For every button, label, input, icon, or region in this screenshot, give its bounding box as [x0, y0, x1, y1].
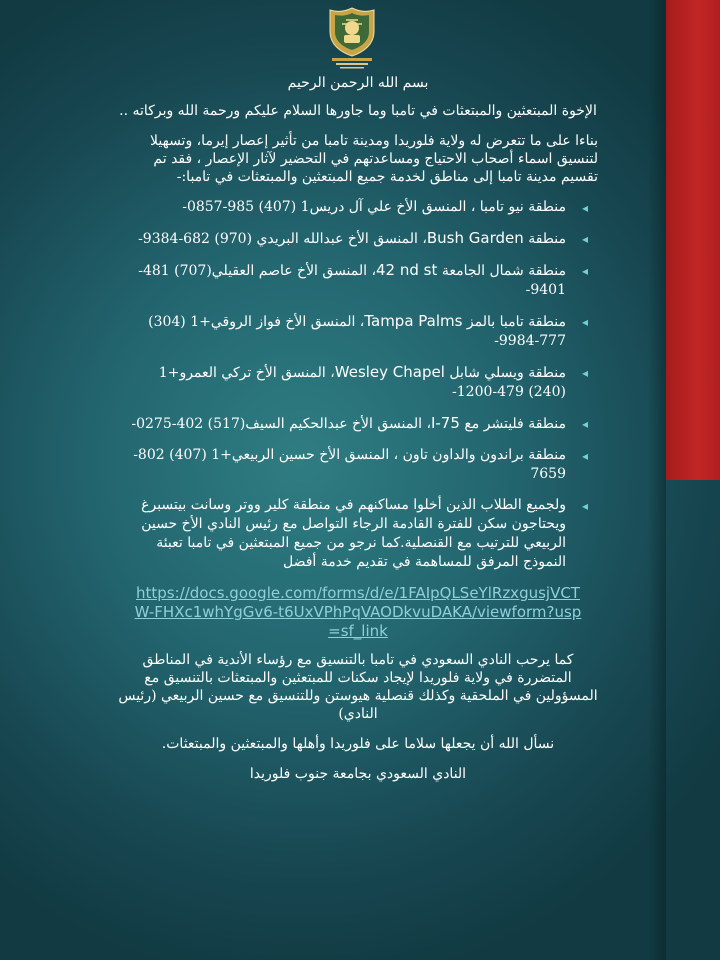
saudi-club-logo	[322, 6, 382, 70]
zone-text: منطقة نيو تامبا ، المنسق الأخ علي آل دريس1 (407) 985-0857-	[182, 199, 566, 215]
zone-list	[118, 198, 598, 572]
list-item	[118, 198, 598, 217]
zone-name: 42 nd st	[376, 261, 438, 279]
zone-coordinator: ، المنسق الأخ تركي العمرو+1 (240) 479-1200-	[158, 365, 566, 400]
evacuees-note: ولجميع الطلاب الذين أخلوا مساكنهم في منطقة كلير ووتر وسانت بيتسبرغ ويحتاجون سكن للفترة القادمة الرجاء التواصل مع رئيس النادي الأخ حسين الربيعي للترتيب مع القنصلية.كما نرجو من جميع المبتعثين في تامبا تعبئة النموذج المرفق للمساهمة في تقديم خدمة أفضل	[141, 497, 566, 570]
google-form-link[interactable]: https://docs.google.com/forms/d/e/1FAIpQLSeYlRzxgusjVCTW-FHXc1whYgGv6-t6UxVPhPqVAODkvuDAKA/viewform?usp=sf_link	[134, 584, 582, 640]
closing-paragraph: كما يرحب النادي السعودي في تامبا بالتنسيق مع رؤساء الأندية في المناطق المتضررة في ولاية فلوريدا لإيجاد سكنات للمبتعثين والمبتعثات بالتنسيق مع المسؤولين في الملحقية وكذلك قنصلية هيوستن وللتنسيق مع حسين الربيعي (رئيس النادي)	[118, 652, 598, 722]
list-item	[118, 261, 598, 300]
zone-name: Bush Garden	[426, 229, 524, 247]
zone-text: منطقة ويسلي شابل	[444, 365, 566, 381]
bullet-arrow-icon: ◂	[581, 366, 588, 380]
zone-coordinator: ، المنسق الأخ فواز الروقي+1 (304) 777-9984-	[148, 314, 566, 349]
greeting: الإخوة المبتعثين والمبتعثات في تامبا وما جاورها السلام عليكم ورحمة الله وبركاته ..	[119, 103, 597, 119]
zone-name: Tampa Palms	[364, 312, 463, 330]
zone-text: منطقة فليتشر مع	[459, 416, 566, 432]
prayer-line: نسأل الله أن يجعلها سلاما على فلوريدا وأهلها والمبتعثين والمبتعثات.	[161, 736, 555, 752]
intro-paragraph: بناءا على ما تتعرض له ولاية فلوريدا ومدينة تامبا من تأثير إعصار إيرما، وتسهيلا لتنسيق اسماء أصحاب الاحتياج ومساعدتهم في التحضير لآثار الإعصار ، فقد تم تقسيم مدينة تامبا إلى مناطق لخدمة جميع المبتعثين والمبتعثات في تامبا:-	[150, 133, 598, 185]
zone-coordinator: ، المنسق الأخ عاصم العقيلي(707) 481-9401-	[138, 263, 566, 298]
bullet-arrow-icon: ◂	[581, 417, 588, 431]
zone-coordinator: ، المنسق الأخ عبدالحكيم السيف(517) 402-0275-	[131, 416, 431, 432]
slide-edge-shadow	[648, 0, 666, 960]
zone-text: منطقة	[523, 231, 566, 247]
bullet-arrow-icon: ◂	[581, 315, 588, 329]
list-item	[118, 312, 598, 351]
bullet-arrow-icon: ◂	[581, 201, 588, 215]
zone-text: منطقة تامبا بالمز	[462, 314, 566, 330]
signature: النادي السعودي بجامعة جنوب فلوريدا	[249, 766, 467, 782]
bullet-arrow-icon: ◂	[581, 264, 588, 278]
bullet-arrow-icon: ◂	[581, 449, 588, 463]
list-item	[118, 414, 598, 434]
bullet-arrow-icon: ◂	[581, 232, 588, 246]
zone-name: Wesley Chapel	[334, 363, 445, 381]
list-item	[118, 363, 598, 402]
zone-text: منطقة براندون والداون تاون ، المنسق الأخ حسين الربيعي+1 (407) 802-7659	[133, 447, 566, 482]
bullet-arrow-icon: ◂	[581, 499, 588, 513]
list-item	[118, 229, 598, 249]
zone-name: I-75	[430, 414, 460, 432]
list-item	[118, 446, 598, 484]
basmala: بسم الله الرحمن الرحيم	[287, 75, 429, 91]
zone-coordinator: ، المنسق الأخ عبدالله البريدي (970) 682-9384-	[138, 231, 427, 247]
zone-text: منطقة شمال الجامعة	[437, 263, 566, 279]
red-accent-bar	[666, 0, 720, 480]
list-item	[118, 496, 598, 572]
letter-content	[118, 74, 598, 795]
